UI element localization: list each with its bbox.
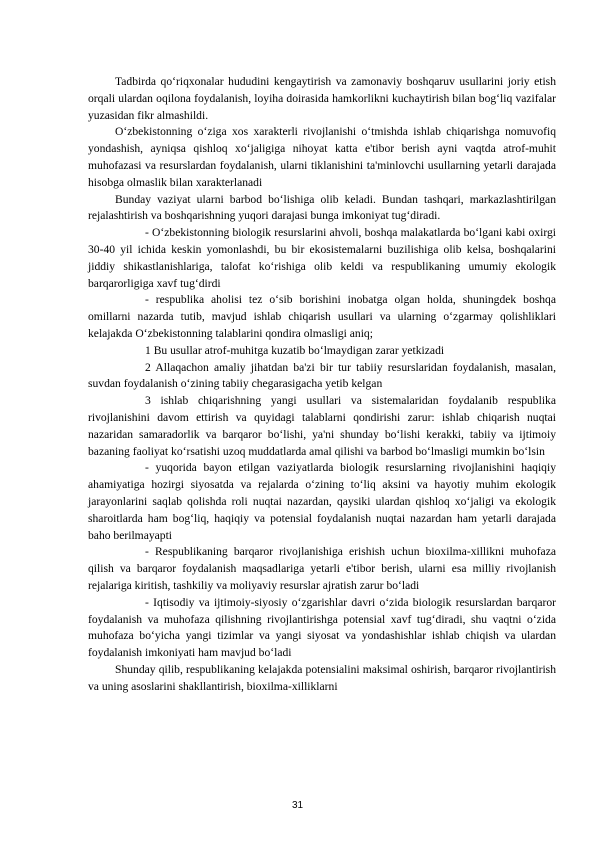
page-number: 31 xyxy=(291,800,304,811)
paragraph-biological-resources: - O‘zbekistonning biologik resurslarini ahvoli, boshqa malakatlarda bo‘lgani kabi oxirgi 30-40 yil ichida keskin yomonlashdi, bu bir ekosistemalarni buzilishiga olib kelsa, boshqalarini jiddiy shikastlanishlariga, talofat ko‘rishiga olib keldi va respublikaning umumiy ekologik barqarorligiga xavf tug‘dirdi xyxy=(88,226,556,290)
paragraph-population-growth: - respublika aholisi tez o‘sib borishini inobatga olgan holda, shuningdek boshqa omillarni nazarda tutib, mavjud ishlab chiqarish usullari va ularning o‘zgarmay qolishliklari kelajakda O‘zbekistonning talablarini qondira olmasligi aniq; xyxy=(88,293,556,340)
document-page xyxy=(88,74,556,695)
list-item-2: 2 Allaqachon amaliy jihatdan ba'zi bir tur tabiiy resurslaridan foydalanish, masalan, suvdan foydalanish o‘zining tabiiy chegarasigacha yetib kelgan xyxy=(88,360,556,391)
paragraph-uzbekistan-development: O‘zbekistonning o‘ziga xos xarakterli rivojlanishi o‘tmishda ishlab chiqarishga nomuvofiq yondashish, ayniqsa qishloq xo‘jaligiga nihoyat katta e'tibor berish ayni vaqtda atrof-muhit muhofazasi va resurslardan foydalanish, ularni tiklanishini ta'minlovchi usullarning yetarli darajada hisobga olmaslik bilan xarakterlanadi xyxy=(88,125,556,189)
paragraph-reserves-meeting: Tadbirda qo‘riqxonalar hududini kengaytirish va zamonaviy boshqaruv usullarini joriy etish orqali ulardan oqilona foydalanish, loyiha doirasida hamkorlikni kuchaytirish bilan bog‘liq vazifalar yuzasidan fikr almashildi. xyxy=(88,75,556,122)
list-item-3: 3 ishlab chiqarishning yangi usullari va sistemalaridan foydalanib respublika rivojlanishini davom ettirish va quyidagi talablarni qondirishi zarur: ishlab chiqarish nuqtai nazaridan samaradorlik va barqaror bo‘lishi, ya'ni shunday bo‘lishi kerakki, tabiiy va ijtimoiy bazaning faoliyat ko‘rsatishi uzoq muddatlarda amal qilishi va barbod bo‘lmasligi mumkin bo‘lsin xyxy=(88,394,556,458)
paragraph-situation-consequence: Bunday vaziyat ularni barbod bo‘lishiga olib keladi. Bundan tashqari, markazlashtirilgan rejalashtirish va boshqarishning yuqori darajasi bunga imkoniyat tug‘diradi. xyxy=(88,192,556,223)
list-item-1: 1 Bu usullar atrof-muhitga kuzatib bo‘lmaydigan zarar yetkizadi xyxy=(145,343,445,357)
paragraph-situation-assessment: - yuqorida bayon etilgan vaziyatlarda biologik resurslarning rivojlanishini haqiqiy ahamiyatiga hozirgi siyosatda va rejalarda o‘zining to‘liq aksini va hayotiy muhim ekologik jarayonlarini saqlab qolishda roli nuqtai nazardan, qaysiki ulardan qishloq xo‘jaligi va ekologik sharoitlarda ham bog‘liq, haqiqiy va potensial foydalanish nuqtai nazardan ham yetarli darajada baho berilmayapti xyxy=(88,461,556,542)
paragraph-economic-changes: - Iqtisodiy va ijtimoiy-siyosiy o‘zgarishlar davri o‘zida biologik resurslardan barqaror foydalanish va muhofaza qilishning rivojlantirishga potensial xavf tug‘diradi, shu vaqtni o‘zida muhofaza bo‘yicha yangi tizimlar va yangi siyosat va yondashishlar ishlab chiqish va ulardan foydalanish imkoniyati ham mavjud bo‘ladi xyxy=(88,595,556,660)
paragraph-sustainable-development: - Respublikaning barqaror rivojlanishiga erishish uchun bioxilma-xillikni muhofaza qilish va barqaror foydalanish maqsadlariga yetarli e'tibor berish, ularni esa milliy rivojlanish rejalariga kiritish, tashkiliy va moliyaviy resurslar ajratish zarur bo‘ladi xyxy=(88,545,556,592)
paragraph-conclusion: Shunday qilib, respublikaning kelajakda potensialini maksimal oshirish, barqaror rivojlantirish va uning asoslarini shakllantirish, bioxilma-xilliklarni xyxy=(88,662,556,693)
